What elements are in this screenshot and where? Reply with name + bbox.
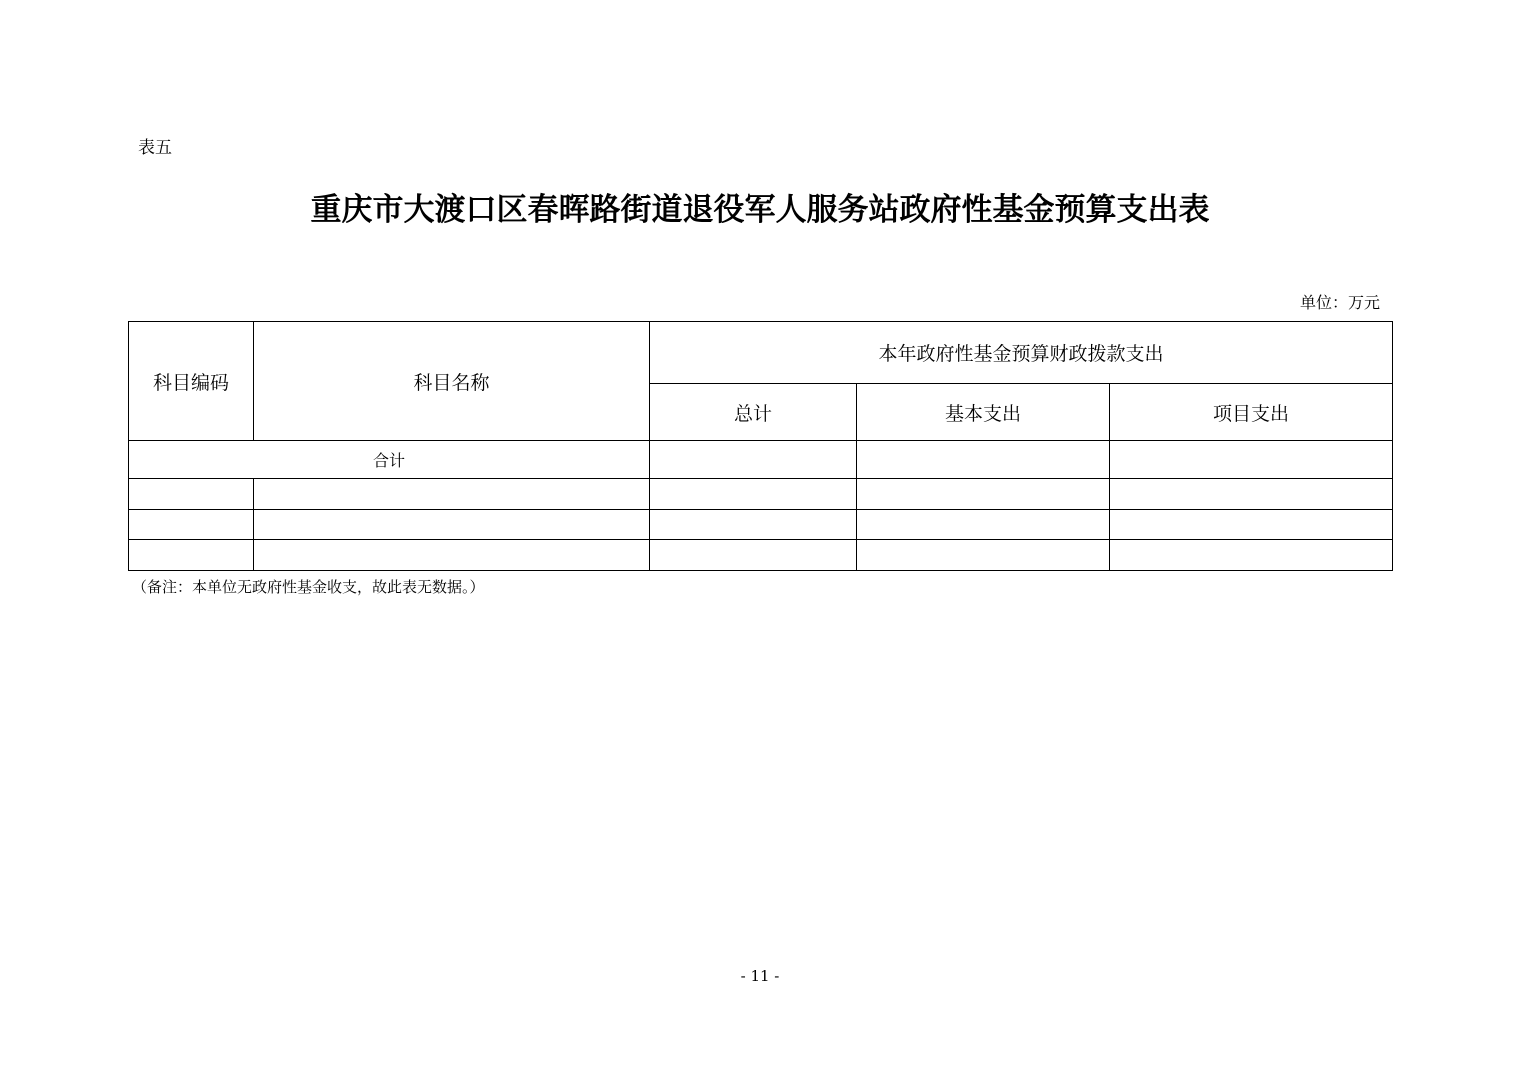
- total-row-label: 合计: [129, 441, 650, 479]
- row-basic: [857, 540, 1110, 571]
- table-row: [129, 479, 1393, 510]
- table-row: [129, 510, 1393, 540]
- header-project: 项目支出: [1110, 384, 1393, 441]
- row-project: [1110, 510, 1393, 540]
- row-code: [129, 540, 254, 571]
- table-number-label: 表五: [138, 138, 172, 158]
- header-code: 科目编码: [129, 322, 254, 441]
- header-group: 本年政府性基金预算财政拨款支出: [650, 322, 1393, 384]
- total-row: [129, 441, 1393, 479]
- document-title: 重庆市大渡口区春晖路街道退役军人服务站政府性基金预算支出表: [310, 192, 1210, 228]
- row-basic: [857, 510, 1110, 540]
- header-row-1: [129, 322, 1393, 384]
- table-note: （备注：本单位无政府性基金收支，故此表无数据。）: [132, 578, 485, 596]
- row-name: [254, 540, 650, 571]
- row-total: [650, 510, 857, 540]
- page-number: - 11 -: [740, 967, 780, 985]
- row-code: [129, 510, 254, 540]
- total-row-basic: [857, 441, 1110, 479]
- row-name: [254, 510, 650, 540]
- row-name: [254, 479, 650, 510]
- table-row: [129, 540, 1393, 571]
- row-project: [1110, 479, 1393, 510]
- row-total: [650, 479, 857, 510]
- row-code: [129, 479, 254, 510]
- total-row-project: [1110, 441, 1393, 479]
- total-row-total: [650, 441, 857, 479]
- row-basic: [857, 479, 1110, 510]
- header-total: 总计: [650, 384, 857, 441]
- budget-expenditure-table: [128, 321, 1393, 571]
- header-name: 科目名称: [254, 322, 650, 441]
- row-total: [650, 540, 857, 571]
- row-project: [1110, 540, 1393, 571]
- unit-label: 单位：万元: [1299, 293, 1380, 312]
- header-basic: 基本支出: [857, 384, 1110, 441]
